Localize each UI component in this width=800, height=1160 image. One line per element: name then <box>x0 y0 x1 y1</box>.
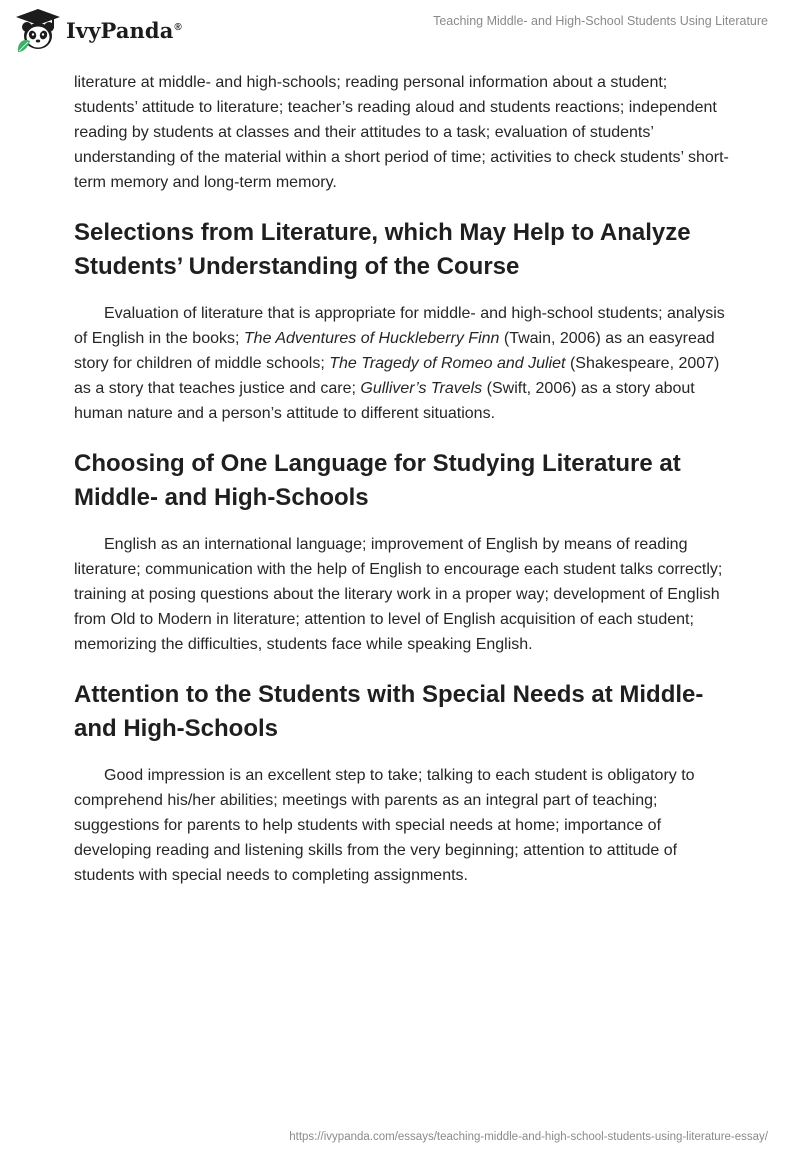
book-title-romeo-and-juliet: The Tragedy of Romeo and Juliet <box>329 355 566 372</box>
ivypanda-logo[interactable] <box>14 8 182 52</box>
section-heading-language: Choosing of One Language for Studying Literature at Middle- and High-Schools <box>74 450 681 511</box>
section-paragraph-selections: Evaluation of literature that is appropriate for middle- and high-school students; analysis of English in the books; The Adventures of Huckleberry Finn (Twain, 2006) as an easyread story for children of middle schools; The Tragedy of Romeo and Juliet (Shakespeare, 2007) as a story that teaches justice and care; Gulliver’s Travels (Swift, 2006) as a story about human nature and a person’s attitude to different situations. <box>74 305 725 422</box>
page-header <box>0 0 800 62</box>
source-url[interactable]: https://ivypanda.com/essays/teaching-middle-and-high-school-students-using-literature-essay/ <box>289 1131 768 1143</box>
intro-paragraph: literature at middle- and high-schools; reading personal information about a student; students’ attitude to literature; teacher’s reading aloud and students reactions; independent reading by students at classes and their attitudes to a task; evaluation of students’ understanding of the material within a short period of time; activities to check students’ short-term memory and long-term memory. <box>74 74 729 191</box>
section-paragraph-language: English as an international language; improvement of English by means of reading literature; communication with the help of English to encourage each student talks correctly; training at posing questions about the literary work in a proper way; development of English from Old to Modern in literature; attention to level of English acquisition of each student; memorizing the difficulties, students face while speaking English. <box>74 536 723 653</box>
section-heading-special-needs: Attention to the Students with Special Needs at Middle- and High-Schools <box>74 681 704 742</box>
book-title-gullivers-travels: Gulliver’s Travels <box>360 380 483 397</box>
registered-mark: ® <box>174 21 182 33</box>
section-paragraph-special-needs: Good impression is an excellent step to take; talking to each student is obligatory to comprehend his/her abilities; meetings with parents as an integral part of teaching; suggestions for parents to help students with special needs at home; importance of developing reading and listening skills from the very beginning; attention to attitude of students with special needs to completing assignments. <box>74 767 695 884</box>
document-title: Teaching Middle- and High-School Students Using Literature <box>433 14 768 28</box>
panda-graduate-icon <box>14 8 62 52</box>
essay-content <box>74 70 730 888</box>
brand-name: IvyPanda® <box>66 17 182 43</box>
section-heading-selections: Selections from Literature, which May Help to Analyze Students’ Understanding of the Course <box>74 219 691 280</box>
book-title-huckleberry-finn: The Adventures of Huckleberry Finn <box>243 330 500 347</box>
